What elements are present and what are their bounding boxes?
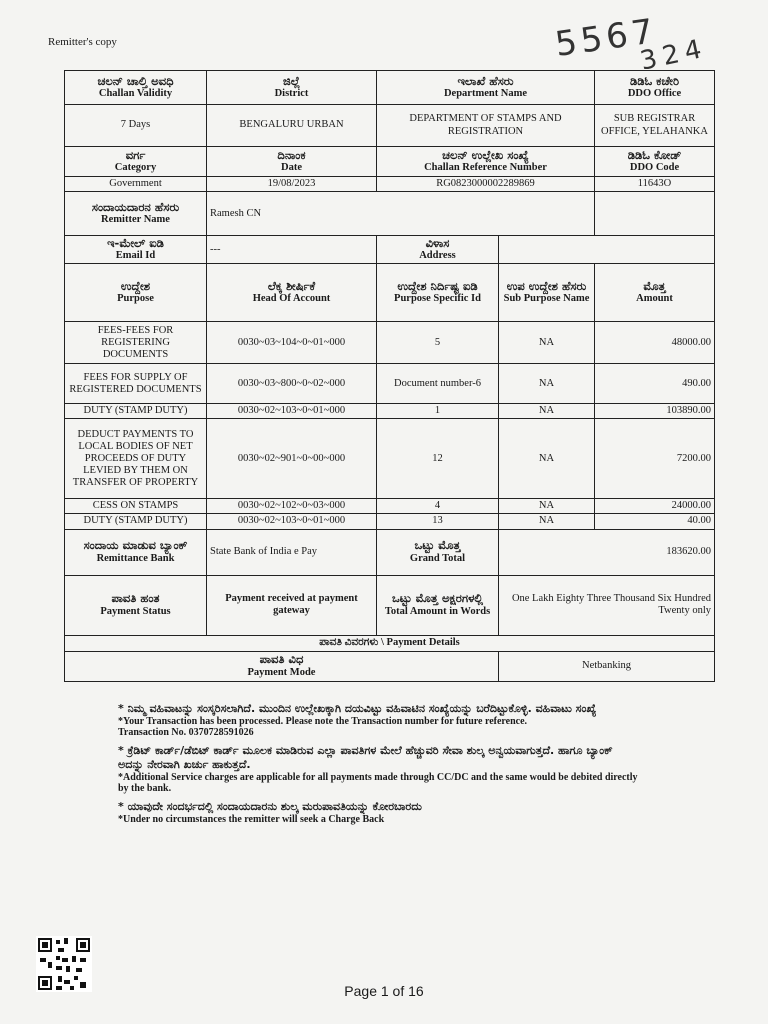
label-email: Email Id — [115, 250, 156, 262]
value-ddo-code: 11643O — [595, 177, 715, 192]
note-charge-back: *Under no circumstances the remitter will seek a Charge Back — [118, 814, 385, 825]
item-amount: 24000.00 — [595, 499, 715, 514]
item-head: 0030~02~103~0~01~000 — [207, 514, 377, 529]
handwritten-number: 5567 — [552, 11, 660, 65]
label-kn: ವಿಳಾಸ — [425, 236, 450, 251]
value-challan-ref: RG0823000002289869 — [377, 177, 595, 192]
item-id: 4 — [377, 499, 499, 514]
label-kn: ಸಂದಾಯದಾರನ ಹೆಸರು — [91, 199, 180, 214]
notes-section — [118, 702, 638, 831]
payment-details-heading: ಪಾವತಿ ವಿವರಗಳು \ Payment Details — [319, 637, 460, 648]
note-kn: * ಕ್ರೆಡಿಟ್ ಕಾರ್ಡ್/ಡೆಬಿಟ್ ಕಾರ್ಡ್ ಮೂಲಕ ಮಾಡಿರುವ ಎಲ್ಲಾ ಪಾವತಿಗಳ ಮೇಲೆ ಹೆಚ್ಚುವರಿ ಸೇವಾ ಶುಲ್ಕ ಅನ್ವಯವಾಗುತ್ತದೆ. ಹಾಗೂ ಬ್ಯಾಂಕ್ ಅದನ್ನು ನೇರವಾಗಿ ಖರ್ಚು ಹಾಕುತ್ತದೆ. — [118, 744, 613, 771]
item-head: 0030~02~901~0~00~000 — [207, 419, 377, 499]
label-address: Address — [419, 250, 456, 262]
handwritten-number-2: 324 — [637, 33, 711, 77]
item-head: 0030~03~800~0~02~000 — [207, 364, 377, 404]
label-remitter-name: Remitter Name — [101, 214, 170, 226]
value-address — [499, 236, 715, 264]
item-id: 1 — [377, 404, 499, 419]
item-sub: NA — [499, 404, 595, 419]
label-kn: ಚಲನ್ ಚಾಲ್ತಿ ಅವಧಿ — [97, 73, 174, 88]
value-bank: State Bank of India e Pay — [207, 529, 377, 575]
table-row — [65, 322, 715, 364]
item-amount: 490.00 — [595, 364, 715, 404]
note-kn: * ಯಾವುದೇ ಸಂದರ್ಭದಲ್ಲಿ ಸಂದಾಯದಾರನು ಶುಲ್ಕ ಮರುಪಾವತಿಯನ್ನು ಕೋರಬಾರದು — [118, 800, 422, 813]
value-category: Government — [65, 177, 207, 192]
label-kn: ಸಂದಾಯ ಮಾಡುವ ಬ್ಯಾಂಕ್ — [83, 538, 188, 553]
value-date: 19/08/2023 — [207, 177, 377, 192]
item-amount: 7200.00 — [595, 419, 715, 499]
label-payment-status: Payment Status — [100, 605, 171, 617]
item-sub: NA — [499, 322, 595, 364]
value-payment-mode: Netbanking — [499, 651, 715, 681]
label-kn: ಲೆಕ್ಕ ಶೀರ್ಷಿಕೆ — [267, 279, 316, 294]
value-grand-total: 183620.00 — [499, 529, 715, 575]
table-row — [65, 404, 715, 419]
value-challan-validity: 7 Days — [65, 105, 207, 147]
label-kn: ಒಟ್ಟು ಮೊತ್ತ ಅಕ್ಷರಗಳಲ್ಲಿ — [391, 591, 484, 606]
table-row — [65, 499, 715, 514]
label-challan-ref: Challan Reference Number — [424, 162, 547, 174]
label-total-words: Total Amount in Words — [384, 605, 491, 617]
value-remitter-name: Ramesh CN — [207, 192, 595, 236]
item-head: 0030~02~103~0~01~000 — [207, 404, 377, 419]
label-kn: ಪಾವತಿ ವಿಧ — [259, 652, 304, 667]
label-head-of-account: Head Of Account — [252, 293, 331, 305]
label-payment-mode: Payment Mode — [247, 666, 316, 678]
label-kn: ದಿನಾಂಕ — [277, 147, 306, 162]
label-kn: ಉಪ ಉದ್ದೇಶ ಹೆಸರು — [506, 279, 587, 294]
label-kn: ಪಾವತಿ ಹಂತ — [111, 591, 160, 606]
item-purpose: DUTY (STAMP DUTY) — [65, 514, 207, 529]
note-kn: * ನಿಮ್ಮ ವಹಿವಾಟನ್ನು ಸಂಸ್ಕರಿಸಲಾಗಿದೆ. ಮುಂದಿನ ಉಲ್ಲೇಖಕ್ಕಾಗಿ ದಯವಿಟ್ಟು ವಹಿವಾಟಿನ ಸಂಖ್ಯೆಯನ್ನು ಬರೆದಿಟ್ಟುಕೊಳ್ಳಿ. ವಹಿವಾಟು ಸಂಖ್ಯೆ — [118, 702, 597, 715]
label-kn: ಇಲಾಖೆ ಹೆಸರು — [457, 73, 514, 88]
label-date: Date — [281, 162, 302, 174]
label-kn: ಒಟ್ಟು ಮೊತ್ತ — [414, 538, 461, 553]
item-id: 12 — [377, 419, 499, 499]
label-challan-validity: Challan Validity — [98, 88, 173, 100]
table-row — [65, 419, 715, 499]
label-remittance-bank: Remittance Bank — [96, 552, 175, 564]
label-sub-purpose: Sub Purpose Name — [503, 293, 590, 305]
table-row — [65, 364, 715, 404]
item-amount: 48000.00 — [595, 322, 715, 364]
label-kn: ಇ-ಮೇಲ್ ಐಡಿ — [107, 236, 164, 251]
item-id: 5 — [377, 322, 499, 364]
item-sub: NA — [499, 499, 595, 514]
value-ddo-office: SUB REGISTRAR OFFICE, YELAHANKA — [595, 105, 715, 147]
label-purpose: Purpose — [117, 293, 154, 305]
item-head: 0030~02~102~0~03~000 — [207, 499, 377, 514]
page-number: Page 1 of 16 — [344, 983, 424, 999]
label-kn: ವರ್ಗ — [125, 147, 146, 162]
item-id: 13 — [377, 514, 499, 529]
transaction-number: Transaction No. 0370728591026 — [118, 727, 254, 738]
note-service-charges: *Additional Service charges are applicable for all payments made through CC/DC and the same would be debited directly by the bank. — [118, 772, 638, 794]
label-category: Category — [114, 162, 157, 174]
label-ddo-code: DDO Code — [629, 162, 680, 174]
challan-table — [64, 70, 715, 682]
copy-label: Remitter's copy — [48, 36, 117, 48]
item-purpose: FEES-FEES FOR REGISTERING DOCUMENTS — [65, 322, 207, 364]
value-payment-status: Payment received at payment gateway — [225, 592, 358, 617]
item-sub: NA — [499, 514, 595, 529]
label-kn: ಡಿಡಿಓ ಕೋಡ್ — [627, 147, 682, 162]
value-email: --- — [207, 236, 377, 264]
label-purpose-id: Purpose Specific Id — [394, 293, 481, 305]
label-kn: ಡಿಡಿಓ ಕಚೇರಿ — [629, 73, 680, 88]
value-total-words: One Lakh Eighty Three Thousand Six Hundred Twenty only — [499, 575, 715, 635]
label-kn: ಮೊತ್ತ — [643, 279, 666, 294]
item-amount: 103890.00 — [595, 404, 715, 419]
label-ddo-office: DDO Office — [627, 88, 682, 100]
label-kn: ಚಲನ್ ಉಲ್ಲೇಖ ಸಂಖ್ಯೆ — [442, 147, 529, 162]
value-department: DEPARTMENT OF STAMPS AND REGISTRATION — [377, 105, 595, 147]
item-purpose: FEES FOR SUPPLY OF REGISTERED DOCUMENTS — [65, 364, 207, 404]
value-district: BENGALURU URBAN — [207, 105, 377, 147]
item-sub: NA — [499, 364, 595, 404]
note-transaction-processed: *Your Transaction has been processed. Please note the Transaction number for future reference. — [118, 716, 528, 727]
item-purpose: DUTY (STAMP DUTY) — [65, 404, 207, 419]
label-amount: Amount — [636, 293, 673, 305]
label-kn: ಜಿಲ್ಲೆ — [282, 73, 300, 88]
item-sub: NA — [499, 419, 595, 499]
item-amount: 40.00 — [595, 514, 715, 529]
label-district: District — [274, 88, 309, 100]
item-purpose: DEDUCT PAYMENTS TO LOCAL BODIES OF NET PROCEEDS OF DUTY LEVIED BY THEM ON TRANSFER OF PROPERTY — [65, 419, 207, 499]
label-kn: ಉದ್ದೇಶ — [120, 279, 151, 294]
label-grand-total: Grand Total — [409, 552, 466, 564]
item-id: Document number-6 — [377, 364, 499, 404]
table-row — [65, 514, 715, 529]
label-department: Department Name — [443, 88, 528, 100]
item-purpose: CESS ON STAMPS — [65, 499, 207, 514]
item-head: 0030~03~104~0~01~000 — [207, 322, 377, 364]
label-kn: ಉದ್ದೇಶ ನಿರ್ದಿಷ್ಟ ಐಡಿ — [397, 279, 478, 294]
